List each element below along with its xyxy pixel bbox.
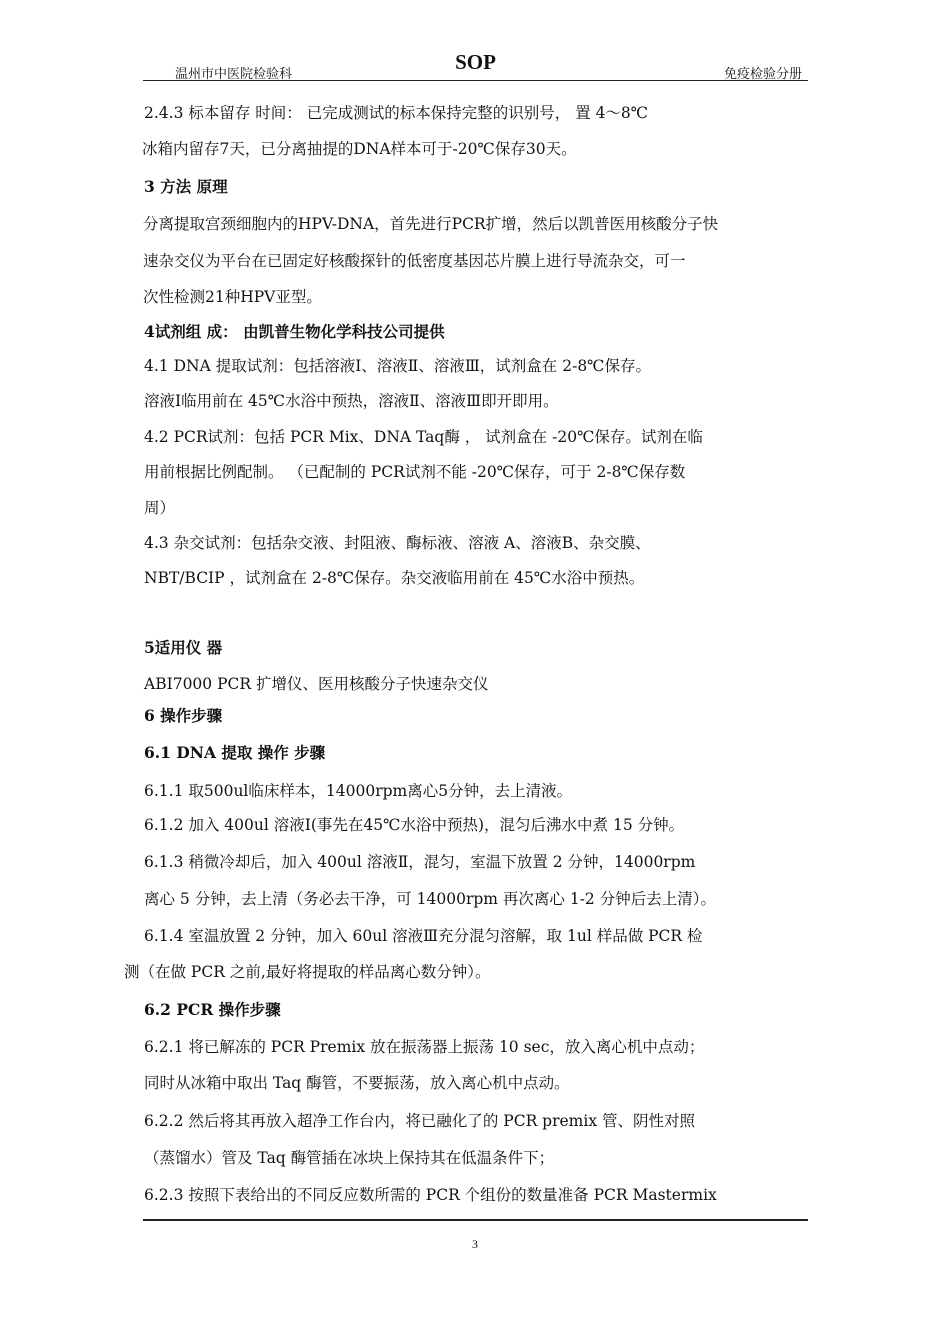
text-line: NBT/BCIP ，试剂盒在 2-8℃保存。杂交液临用前在 45℃水浴中预热。 <box>144 569 645 587</box>
text-line: 6.2.1 将已解冻的 PCR Premix 放在振荡器上振荡 10 sec，放入离心机中点动； <box>144 1038 705 1056</box>
text-line: 用前根据比例配制。 （已配制的 PCR试剂不能 -20℃保存，可于 2-8℃保存数 <box>144 463 686 481</box>
section-heading: 4试剂组 成： 由凯普生物化学科技公司提供 <box>144 322 445 341</box>
text-line: 6.2.2 然后将其再放入超净工作台内，将已融化了的 PCR premix 管、阴性对照 <box>144 1112 696 1130</box>
text-line: 2.4.3 标本留存 时间： 已完成测试的标本保持完整的识别号， 置 4～8℃ <box>144 104 649 122</box>
text-line: 同时从冰箱中取出 Taq 酶管，不要振荡，放入离心机中点动。 <box>144 1074 570 1092</box>
text-line: 次性检测21种HPV亚型。 <box>143 288 322 306</box>
page-number: 3 <box>472 1237 478 1251</box>
text-line: 4.2 PCR试剂：包括 PCR Mix、DNA Taq酶 ， 试剂盒在 -20℃保存。试剂在临 <box>144 428 703 446</box>
text-line: 测（在做 PCR 之前,最好将提取的样品离心数分钟）。 <box>124 963 491 981</box>
section-heading: 5适用仪 器 <box>144 638 223 657</box>
header-left-text: 温州市中医院检验科 <box>175 67 293 82</box>
header-right-text: 免疫检验分册 <box>723 67 802 82</box>
text-line: 6.2.3 按照下表给出的不同反应数所需的 PCR 个组份的数量准备 PCR Mastermix <box>144 1186 717 1204</box>
header-title: SOP <box>455 50 496 74</box>
section-heading: 6 操作步骤 <box>144 706 223 725</box>
text-line: （蒸馏水）管及 Taq 酶管插在冰块上保持其在低温条件下； <box>144 1149 555 1167</box>
text-line: 6.1.2 加入 400ul 溶液Ⅰ(事先在45℃水浴中预热)，混匀后沸水中煮 15 分钟。 <box>144 816 685 834</box>
text-line: 4.1 DNA 提取试剂：包括溶液Ⅰ、溶液Ⅱ、溶液Ⅲ，试剂盒在 2-8℃保存。 <box>144 357 652 375</box>
subsection-heading: 6.2 PCR 操作步骤 <box>144 1000 281 1019</box>
text-line: 溶液Ⅰ临用前在 45℃水浴中预热，溶液Ⅱ、溶液Ⅲ即开即用。 <box>144 392 559 410</box>
text-line: 4.3 杂交试剂：包括杂交液、封阻液、酶标液、溶液 A、溶液B、杂交膜、 <box>144 534 651 552</box>
text-line: 速杂交仪为平台在已固定好核酸探针的低密度基因芯片膜上进行导流杂交，可一 <box>143 252 686 270</box>
text-line: 分离提取宫颈细胞内的HPV-DNA，首先进行PCR扩增，然后以凯普医用核酸分子快 <box>143 215 719 233</box>
text-line: 6.1.1 取500ul临床样本，14000rpm离心5分钟，去上清液。 <box>144 782 573 800</box>
page-header <box>143 48 808 81</box>
text-line: 周） <box>144 499 176 517</box>
text-line: 6.1.4 室温放置 2 分钟，加入 60ul 溶液Ⅲ充分混匀溶解，取 1ul 样品做 PCR 检 <box>144 927 703 945</box>
text-line: ABI7000 PCR 扩增仪、医用核酸分子快速杂交仪 <box>144 675 489 693</box>
text-line: 冰箱内留存7天，已分离抽提的DNA样本可于-20℃保存30天。 <box>142 140 577 158</box>
text-line: 6.1.3 稍微冷却后，加入 400ul 溶液Ⅱ，混匀，室温下放置 2 分钟，14000rpm <box>144 853 696 871</box>
subsection-heading: 6.1 DNA 提取 操作 步骤 <box>144 743 326 762</box>
footer-rule <box>143 1219 808 1221</box>
text-line: 离心 5 分钟，去上清（务必去干净，可 14000rpm 再次离心 1-2 分钟后去上清）。 <box>144 890 716 908</box>
section-heading: 3 方法 原理 <box>144 177 228 196</box>
